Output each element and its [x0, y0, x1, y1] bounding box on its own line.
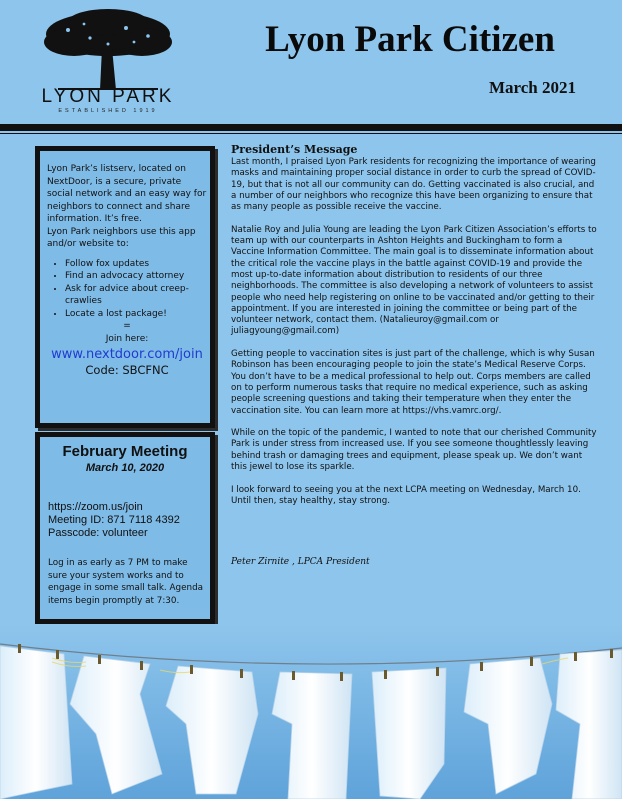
- article-paragraph: Natalie Roy and Julia Young are leading the Lyon Park Citizen Association’s efforts to team up with our counterparts in Ashton Heights and Buckingham to form a Vaccine Information Committee. The main goal is to disseminate information about the critical role the vaccine plays in the battle against COVID-19 and provide the most up-to-date information about distribution to residents of our three neighborhoods. The committee is also developing a network of volunteers to assist people who need help registering on online to be vaccinated and/or getting to their appointment. If you are interested in joining the committee or being part of the volunteer network, contact them. (Natalieuroy@gmail.com or juliagyoung@gmail.com): [231, 224, 597, 337]
- list-item: • Find an advocacy attorney: [65, 270, 207, 283]
- article-paragraph: Getting people to vaccination sites is just part of the challenge, which is why Susan Robinson has been encouraging people to join the state’s Medical Reserve Corps. You don’t have to be a medical professional to help out. Corps members are called on to perform numerous tasks that require no medical experience, such as asking people screening questions and taking their temperature when they enter the vaccination site. You can learn more at https://vhs.vamrc.org/.: [231, 349, 595, 416]
- clothesline-illustration: [0, 624, 622, 799]
- nextdoor-intro: Lyon Park’s listserv, located on NextDoor, is a secure, private social network and an easy way for neighbors to connect and share information. It’s free.: [47, 164, 207, 224]
- article-paragraph: While on the topic of the pandemic, I wanted to note that our cherished Community Park is under stress from increased use. If you see someone thoughtlessly leaving behind trash or damaging trees and equipment, please speak up. We don’t want this jewel to lose its sparkle.: [231, 428, 597, 473]
- oak-tree-icon: [38, 8, 178, 92]
- lyon-park-logo: [28, 8, 188, 116]
- presidents-message: [231, 143, 597, 519]
- list-item: • Follow fox updates: [65, 258, 207, 271]
- newsletter-title: Lyon Park Citizen: [265, 19, 555, 60]
- nextdoor-join-link[interactable]: www.nextdoor.com/join: [51, 347, 203, 362]
- nextdoor-usage: Lyon Park neighbors use this app and/or website to:: [47, 226, 196, 249]
- header-rule-thick: [0, 124, 622, 131]
- meeting-passcode: Passcode: volunteer: [48, 527, 148, 539]
- issue-date: March 2021: [488, 78, 576, 97]
- zoom-link[interactable]: https://zoom.us/join: [48, 501, 143, 513]
- logo-established: ESTABLISHED 1919: [58, 108, 158, 114]
- nextdoor-code: Code: SBCFNC: [85, 363, 169, 377]
- meeting-info-box: [35, 432, 215, 624]
- meeting-date: March 10, 2020: [85, 462, 165, 474]
- list-item: • Ask for advice about creep-crawlies: [65, 283, 207, 308]
- header-rule-thin: [0, 133, 622, 134]
- meeting-note: Log in as early as 7 PM to make sure your system works and to engage in some small talk. Agenda items begin promptly at 7:30.: [48, 558, 204, 606]
- nextdoor-uses-list: [47, 258, 207, 321]
- nextdoor-info-box: [35, 146, 215, 428]
- logo-wordmark: LYON PARK: [41, 86, 175, 107]
- join-here-label: Join here:: [105, 333, 149, 344]
- president-signature: Peter Zirnite , LPCA President: [231, 557, 370, 567]
- article-paragraph: I look forward to seeing you at the next LCPA meeting on Wednesday, March 10. Until then, stay healthy, stay strong.: [231, 484, 581, 506]
- list-item: • Locate a lost package!: [65, 308, 207, 321]
- meeting-id: Meeting ID: 871 7118 4392: [48, 514, 180, 526]
- article-heading: President’s Message: [231, 143, 358, 156]
- meeting-zoom-details: [48, 501, 208, 540]
- article-paragraph: Last month, I praised Lyon Park residents for recognizing the importance of wearing masks and maintaining proper social distance in order to curb the spread of COVID-19, but that is not all our community can do. Getting vaccinated is also crucial, and a number of our neighbors who recognize this have been organizing to ensure that as many people as possible receive the vaccine.: [231, 157, 596, 213]
- separator: =: [123, 321, 131, 331]
- meeting-title: February Meeting: [62, 443, 188, 460]
